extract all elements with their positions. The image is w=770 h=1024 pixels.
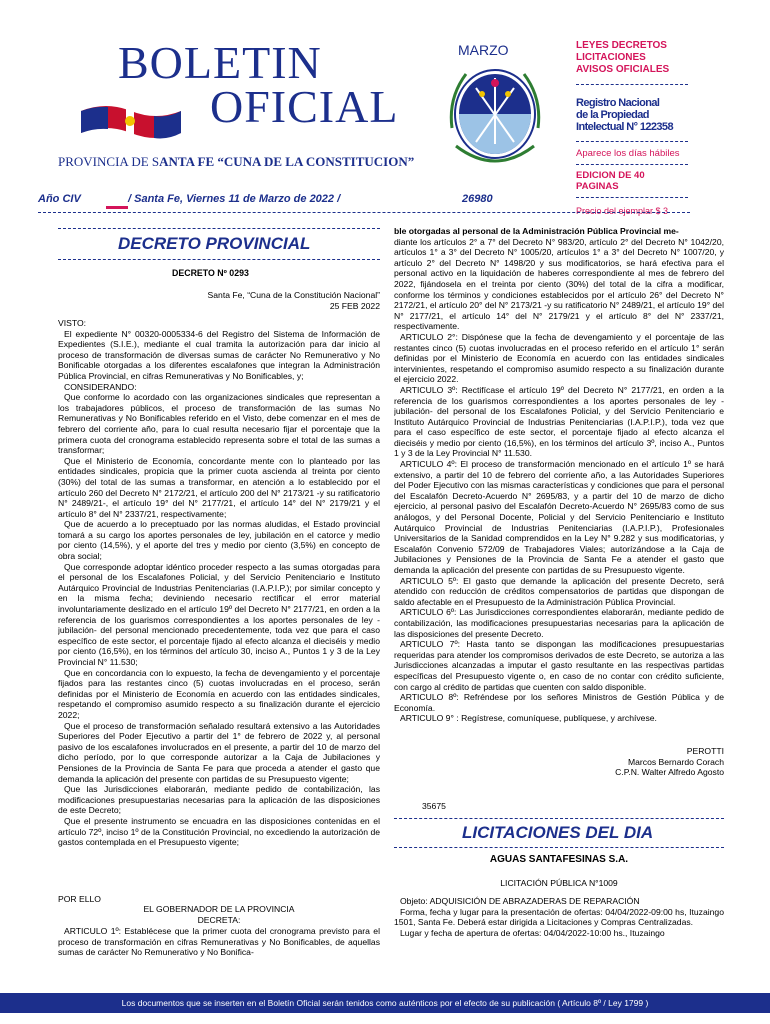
edition-note: EDICION DE 40 PAGINAS [576, 170, 645, 192]
right-box [576, 40, 688, 216]
paragraph: El expediente N° 00320-0005334-6 del Registro del Sistema de Información de Expedientes (S.I.E.), mediante el cual tramita la autorización para dar inicio al proceso de transformación de diversas sumas de carácter No Remunerativo y No Bonificable otorgadas a los diferentes escalafones que integran la Administración Pública Provincial, en cifras Remunerativas y No Bonificables, y; [58, 328, 380, 381]
paragraph: Que el proceso de transformación señalado resultará extensivo a las Autoridades Superiores del Poder Ejecutivo a partir del 1° de febrero de 2022 y, al personal pasivo de los escalafones involucrados en el presente, a partir del 10 de marzo del dicho período, por lo que corresponde autorizar a la Caja de Jubilaciones y Pensiones de la Provincia de Santa Fe para que proceda a atender el gasto que demanda la aplicación del presente con partidas de su Presupuesto vigente; [58, 720, 380, 784]
paragraph: ARTICULO 2°: Dispónese que la fecha de devengamiento y el porcentaje de las restantes cinco (5) cuotas involucradas en el proceso referido en el artículo 1° serán definidas por el Ministerio de Economía en acuerdo con las entidades sindicales intervinientes, respetando el compromiso asumido respecto a su finalización durante el ejercicio 2022. [394, 331, 724, 385]
tender-type: LICITACIÓN PÚBLICA N°1009 [500, 878, 618, 888]
paragraph: ARTICULO 9° : Regístrese, comuníquese, publíquese, y archívese. [400, 713, 657, 724]
tender-body [394, 896, 724, 938]
date-line: / Santa Fe, Viernes 11 de Marzo de 2022 / [128, 193, 341, 205]
paragraph: ARTICULO 7º: Hasta tanto se dispongan las modificaciones presupuestarias requeridas para atender los compromisos derivados de este Decreto, se autoriza a las Jurisdicciones alcanzadas a imputar el gasto resultante en las respectivas partidas específicas del Presupuesto vigente o, en caso de no contar con crédito suficiente, con cargo al crédito de partidas que cuenten con saldo disponible. [394, 639, 724, 692]
registry-line-3: Intelectual N° 122358 [576, 121, 673, 133]
paragraph: Que las Jurisdicciones elaborarán, mediante pedido de contabilización, las modificaciones presupuestarias necesarias para la aplicación de las disposiciones de este Decreto; [58, 784, 380, 816]
paragraph: ARTICULO 4º: El proceso de transformación mencionado en el artículo 1º se hará extensivo, a partir del 10 de febrero del corriente año, a las Autoridades Superiores del Poder Ejecutivo con las mismas características y condiciones que para el personal del Escalafón Decreto-Acuerdo N° 2695/83, y a partir del 10 de marzo de dicho ejercicio, al personal pasivo del Escalafón Decreto-Acuerdo N° 2695/83 como de sus análogos, y del Personal Docente, Policial y del Servicio Penitenciario e Instituto Autárquico Provincial de Industrias Penitenciarias (I.A.P.I.P.), Profesionales Universitarios de la Sanidad comprendidos en la Ley N° 9.282 y sus modificatorias, y Escalafón Convenio 572/09 de Trabajadores Viales; autorízándose a la Caja de Jubilaciones y Pensiones de la Provincia de Santa Fe a atender el gasto que demanda la aplicación del presente con partidas de su Presupuesto vigente. [394, 459, 724, 575]
registry-line-2: de la Propiedad [576, 109, 649, 121]
decree-date: 25 FEB 2022 [329, 301, 380, 311]
signature-1: PEROTTI [686, 746, 724, 756]
paragraph: Que el Ministerio de Economía, concordante mente con lo planteado por las entidades sindicales, propicia que la primer cuota ascienda al treinta por ciento (30%) del total de las sumas a transformar, en atención a lo establecido por el artículo 260 del Decreto N° 2172/21, el artículo 200 del N° 2173/21 -y su ratificatorio N° 2489/21-, el artículo 19° del N° 2177/21, el artículo 14° del N° 2179/21 y el artículo 8° del N° 2337/21, respectivamente; [58, 455, 380, 519]
paragraph: Objeto: ADQUISICIÓN DE ABRAZADERAS DE REPARACIÓN [400, 896, 640, 906]
paragraph: ARTICULO 8º: Refréndese por los señores Ministros de Gestión Pública y de Economía. [394, 692, 724, 713]
tenders-section-title: LICITACIONES DEL DIA [462, 823, 654, 842]
paragraph: diante los artículos 2° a 7° del Decreto N° 983/20, artículo 2° del Decreto N° 1042/20, artículos 1° a 3° del Decreto N° 1005/20, artículos 1° a 3° del Decreto N° 1007/20, y artículo 2° del Decreto N° 1498/20 y sus modificatorios, se hará efectiva para el personal activo en la liquidación de haberes correspondiente al mes de febrero del 2022, fijándosela en el treinta por ciento (30%) del total de la cifra a modificar, conforme los términos y condiciones establecidos por el artículo 26° del Decreto N° 2172/21, el artículo 20° del N° 2173/21 -y su ratificatorio N° 2489/21, el artículo 19° del N° 2177/21, el artículo 14° del N° 2179/21 y el artículo 8° del N° 2337/21, respectivamente. [394, 236, 724, 332]
section-list-2: LICITACIONES [576, 52, 646, 63]
decree-left-body [58, 318, 380, 878]
signatures [394, 746, 724, 778]
paragraph: ble otorgadas al personal de la Administración Pública Provincial me- [394, 226, 679, 236]
signature-3: C.P.N. Walter Alfredo Agosto [615, 767, 724, 778]
days-note: Aparece los días hábiles [576, 148, 680, 159]
decree-number: DECRETO Nº 0293 [172, 268, 249, 278]
paragraph: Que corresponde adoptar idéntico proceder respecto a las sumas otorgadas para el personal de los Escalafones Policial, y del Servicio Penitenciario e Instituto Autárquico Provincial de Industrias Penitenciarias (I.A.P.I.P.); por similar concepto y en la misma fecha; deviniendo necesario rectificar el error material involuntariamente deslizado en el artículo 19º del Decreto N° 2177/21, en orden a la referencia de los guarismos correspondientes a los aportes personales de ley -jubilación- del personal mencionado precedentemente, toda vez que para el caso específico de este sector, el porcentaje fijado al efecto alcanza el dieciséis y medio por ciento (16,5%), en los términos del artículo 30, inciso A., Puntos 1 y 3 de la Ley Provincial N° 11.530; [58, 561, 380, 667]
province-line: PROVINCIA DE SANTA FE “CUNA DE LA CONSTITUCION” [58, 154, 415, 169]
publication-code: 35675 [422, 801, 446, 811]
footer-banner: Los documentos que se inserten en el Boletín Oficial serán tenidos como auténticos por el efecto de su publicación ( Artículo 8º / Ley 1799 ) [0, 993, 770, 1013]
decree-right-body [394, 226, 724, 756]
signature-2: Marcos Bernardo Corach [627, 756, 724, 767]
paragraph: Que de acuerdo a lo preceptuado por las normas aludidas, el Estado provincial tomará a su cargo los aportes personales de ley, jubilación en el catorce y medio por ciento (14,5%), y el aporte del tres y medio por ciento (3,5%) en concepto de obra social; [58, 519, 380, 562]
paragraph: ARTICULO 5º: El gasto que demande la aplicación del presente Decreto, será atendido con reducción de créditos compensatorios de partidas que dispongan de saldo afectable en el Presupuesto de la Administración Pública Provincial. [394, 575, 724, 607]
governor-line: EL GOBERNADOR DE LA PROVINCIA [143, 904, 295, 914]
section-list-3: AVISOS OFICIALES [576, 64, 670, 75]
header-divider [38, 212, 690, 213]
month-label: MARZO [458, 42, 509, 58]
article-1-start: ARTICULO 1º: Establécese que la primer cuota del cronograma previsto para el proceso de transformación en cifras Remunerativas y No Bonificables, de aquellas sumas de carácter No Remunerativo y No Bonifica- [58, 926, 380, 958]
paragraph: Forma, fecha y lugar para la presentación de ofertas: 04/04/2022-09:00 hs, Ituzaingo 1501, Santa Fe. Deberá estar dirigida a Licitaciones y Compras Centralizadas. [394, 906, 724, 928]
paragraph: CONSIDERANDO: [64, 381, 137, 392]
issue-number: 26980 [462, 193, 493, 205]
paragraph: ARTICULO 6º: Las Jurisdicciones correspondientes elaborarán, mediante pedido de contabilización, las modificaciones presupuestarias necesarias para la aplicación de las disposiciones del presente Decreto. [394, 607, 724, 639]
year-label: Año CIV [38, 193, 81, 205]
title-oficial: OFICIAL [210, 81, 399, 132]
paragraph: Que el presente instrumento se encuadra en las disposiciones contenidas en el artículo 72º, inciso 1º de la Constitución Provincial, no excediendo la autorización de gastos contemplada en el Presupuesto vigente; [58, 815, 380, 848]
price-note: Precio del ejemplar $ 3 [576, 206, 669, 216]
decree-section-title: DECRETO PROVINCIAL [118, 234, 311, 253]
paragraph: ARTICULO 3º: Rectifícase el artículo 19º del Decreto N° 2177/21, en orden a la referencia de los guarismos correspondientes a los aportes personales de ley -jubilación- del personal de los Escalafones Policial, y del Servicio Penitenciario e Instituto Autárquico Provincial de Industrias Penitenciarias (I.A.P.I.P.), toda vez que para el caso específico de este sector, el porcentaje fijado al efecto alcanza el dieciséis y medio por ciento (16,5%), en los términos del artículo 3º, inciso A., Puntos 1 y 3 de la Ley Provincial N° 11.530. [394, 384, 724, 459]
red-dash [106, 206, 128, 209]
registry-line-1: Registro Nacional [576, 97, 660, 109]
flag-logo [76, 93, 186, 153]
tender-company: AGUAS SANTAFESINAS S.A. [489, 854, 629, 865]
paragraph: Lugar y fecha de apertura de ofertas: 04/04/2022-10:00 hs., Ituzaingo [400, 927, 665, 938]
paragraph: Que en concordancia con lo expuesto, la fecha de devengamiento y el porcentaje fijados para las restantes cinco (5) cuotas involucradas en el proceso, serán definidas por el Ministerio de Economía en acuerdo con las entidades sindicales, respetando el compromiso asumido respecto a su finalización durante el ejercicio 2022; [58, 667, 380, 720]
province-emblem-icon [436, 58, 554, 174]
decreta-line: DECRETA: [197, 915, 241, 925]
paragraph: VISTO: [58, 318, 87, 328]
title-boletin: BOLETIN [118, 37, 322, 88]
section-list-1: LEYES DECRETOS [576, 40, 667, 51]
por-ello: POR ELLO [58, 894, 101, 904]
paragraph: Que conforme lo acordado con las organizaciones sindicales que representan a los trabajadores públicos, el proceso de transformación de las sumas No Remunerativas y No Bonificables referido en el Visto, debe comenzar en el mes de febrero del corriente año, para lo cual resulta necesario fijar el porcentaje que la primera cuota del cronograma establecido representa sobre el total de las sumas a transformar; [58, 392, 380, 456]
decree-place: Santa Fe, “Cuna de la Constitución Nacional” [207, 290, 380, 300]
